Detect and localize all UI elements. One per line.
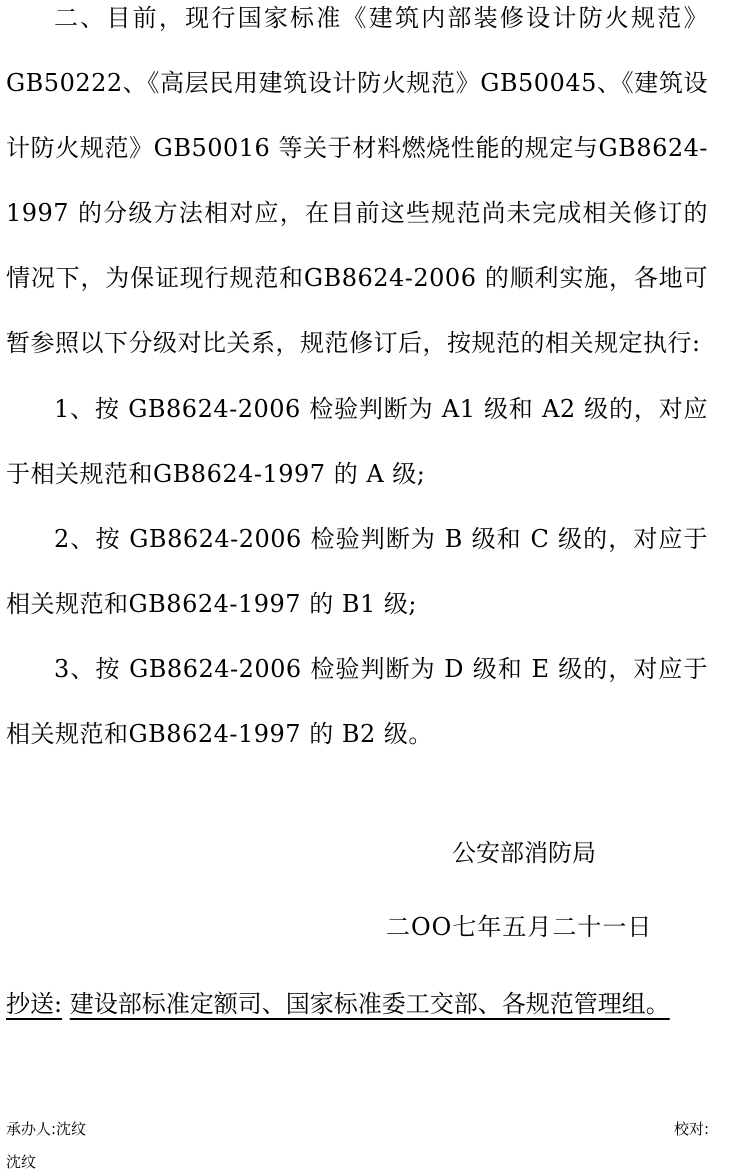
issuer-name: 公安部消防局: [452, 839, 596, 867]
cc-line: [6, 976, 708, 1032]
handler-name: 沈纹: [6, 1153, 37, 1171]
paragraph-item-2: 2、按 GB8624-2006 检验判断为 B 级和 C 级的，对应于相关规范和GB8624-1997 的 B1 级;: [6, 525, 708, 618]
issue-date: 二OO七年五月二十一日: [386, 913, 653, 941]
paragraph-item-3: 3、按 GB8624-2006 检验判断为 D 级和 E 级的，对应于相关规范和GB8624-1997 的 B2 级。: [6, 655, 708, 748]
handler-label: 承办人:沈纹: [6, 1120, 87, 1138]
cc-recipients: 建设部标准定额司、国家标准委工交部、各规范管理组。: [69, 990, 670, 1018]
proofreader-label: 校对:: [674, 1120, 710, 1138]
cc-label: 抄送:: [6, 990, 63, 1018]
paragraph-current-standards: 二、目前，现行国家标准《建筑内部装修设计防火规范》GB50222、《高层民用建筑设计防火规范》GB50045、《建筑设计防火规范》GB50016 等关于材料燃烧性能的规定与GB8624-1997 的分级方法相对应，在目前这些规范尚未完成相关修订的情况下，为保证现行规范和GB8624-2006 的顺利实施，各地可暂参照以下分级对比关系，规范修订后，按规范的相关规定执行:: [6, 4, 708, 357]
paragraph-item-1: 1、按 GB8624-2006 检验判断为 A1 级和 A2 级的，对应于相关规范和GB8624-1997 的 A 级;: [6, 395, 708, 488]
